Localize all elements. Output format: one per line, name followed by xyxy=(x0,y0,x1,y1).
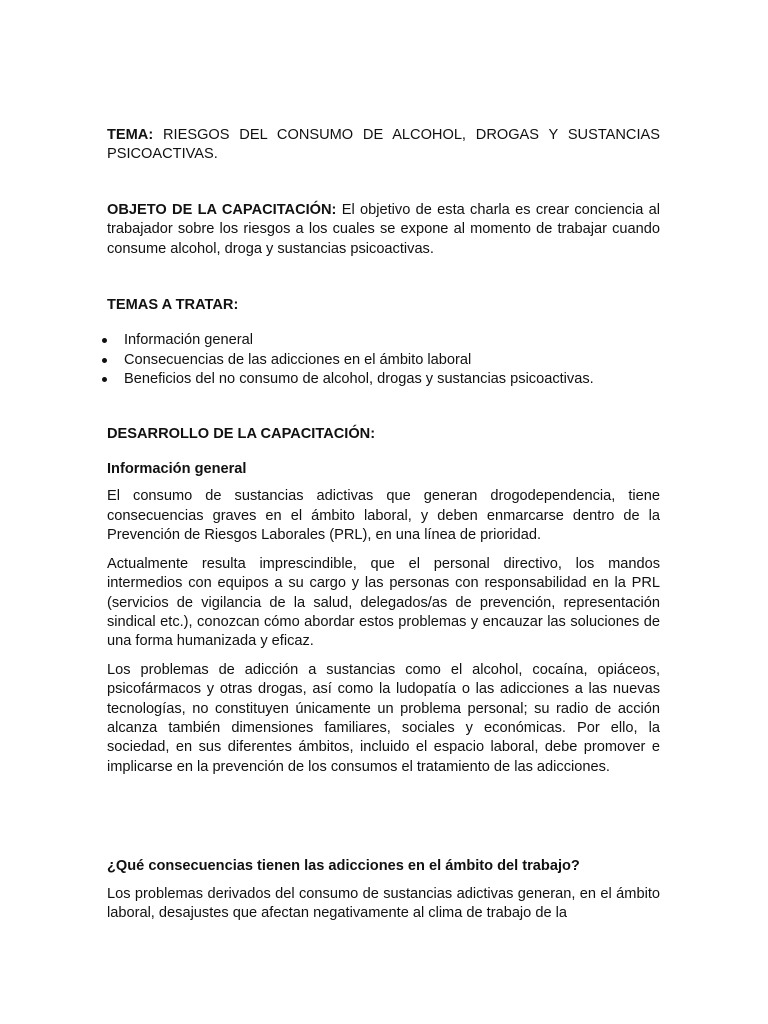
bullet-icon xyxy=(102,358,107,363)
list-item-text: Beneficios del no consumo de alcohol, drogas y sustancias psicoactivas. xyxy=(124,371,594,388)
bullet-icon xyxy=(102,338,107,343)
tema-line xyxy=(107,126,660,165)
final-paragraph: Los problemas derivados del consumo de sustancias adictivas generan, en el ámbito laboral, desajustes que afectan negativamente al clima de trabajo de la xyxy=(107,885,660,921)
document-page xyxy=(107,126,660,923)
tema-text: RIESGOS DEL CONSUMO DE ALCOHOL, DROGAS Y SUSTANCIAS PSICOACTIVAS. xyxy=(107,127,660,163)
body-paragraph: El consumo de sustancias adictivas que generan drogodependencia, tiene consecuencias graves en el ámbito laboral, y deben enmarcarse dentro de la Prevención de Riesgos Laborales (PRL), en una línea de prioridad. xyxy=(107,488,660,544)
temas-list xyxy=(107,331,660,389)
temas-heading: TEMAS A TRATAR: xyxy=(107,297,239,314)
list-item xyxy=(107,331,660,350)
info-heading: Información general xyxy=(107,461,247,478)
list-item-text: Información general xyxy=(124,332,253,349)
objeto-text: El objetivo de esta charla es crear conciencia al trabajador sobre los riesgos a los cuales se expone al momento de trabajar cuando consume alcohol, droga y sustancias psicoactivas. xyxy=(107,201,660,257)
list-item-text: Consecuencias de las adicciones en el ámbito laboral xyxy=(124,351,472,368)
body-paragraph: Actualmente resulta imprescindible, que el personal directivo, los mandos intermedios con equipos a su cargo y las personas con responsabilidad en la PRL (servicios de vigilancia de la salud, delegados/as de prevención, representación sindical etc.), conozcan cómo abordar estos problemas y encauzar las soluciones de una forma humanizada y eficaz. xyxy=(107,555,660,650)
body-paragraph: Los problemas de adicción a sustancias como el alcohol, cocaína, opiáceos, psicofármacos y otras drogas, así como la ludopatía o las adicciones a las nuevas tecnologías, no constituyen únicamente un problema personal; su radio de acción alcanza también dimensiones familiares, sociales y económicas. Por ello, la sociedad, en sus diferentes ámbitos, incluido el espacio laboral, debe promover e implicarse en la prevención de los consumos el tratamiento de las adicciones. xyxy=(107,661,660,775)
question-heading: ¿Qué consecuencias tienen las adicciones en el ámbito del trabajo? xyxy=(107,858,580,875)
list-item xyxy=(107,370,660,389)
objeto-label: OBJETO DE LA CAPACITACIÓN: xyxy=(107,201,337,218)
objeto-paragraph xyxy=(107,201,660,259)
tema-label: TEMA: xyxy=(107,127,154,143)
desarrollo-heading: DESARROLLO DE LA CAPACITACIÓN: xyxy=(107,425,376,442)
bullet-icon xyxy=(102,377,107,382)
list-item xyxy=(107,351,660,370)
